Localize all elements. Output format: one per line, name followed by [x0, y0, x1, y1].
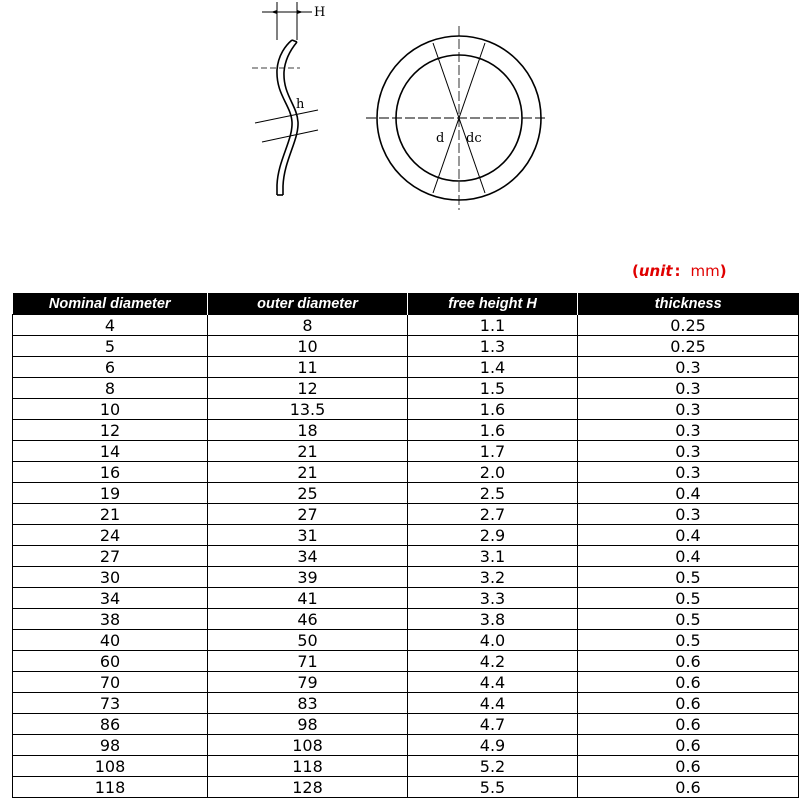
thickness-cell: 0.4 — [578, 546, 799, 567]
thickness-cell: 0.4 — [578, 525, 799, 546]
header-outer-diameter: outer diameter — [208, 293, 408, 315]
nominal-diameter-cell: 16 — [13, 462, 208, 483]
unit-open-paren: ( — [632, 262, 639, 280]
nominal-diameter-cell: 30 — [13, 567, 208, 588]
label-H: H — [314, 5, 326, 20]
table-row — [13, 462, 799, 483]
outer-diameter-cell: 21 — [208, 462, 408, 483]
nominal-diameter-cell: 14 — [13, 441, 208, 462]
table-row — [13, 336, 799, 357]
outer-diameter-cell: 13.5 — [208, 399, 408, 420]
table-header-row — [13, 293, 799, 315]
thickness-cell: 0.6 — [578, 693, 799, 714]
label-dc: dc — [466, 131, 482, 146]
wave-washer-drawing — [0, 0, 800, 240]
unit-value: mm — [690, 262, 720, 280]
free-height-cell: 4.4 — [408, 672, 578, 693]
free-height-cell: 4.7 — [408, 714, 578, 735]
nominal-diameter-cell: 24 — [13, 525, 208, 546]
table-row — [13, 378, 799, 399]
nominal-diameter-cell: 34 — [13, 588, 208, 609]
nominal-diameter-cell: 27 — [13, 546, 208, 567]
thickness-cell: 0.25 — [578, 315, 799, 336]
nominal-diameter-cell: 108 — [13, 756, 208, 777]
nominal-diameter-cell: 73 — [13, 693, 208, 714]
label-h: h — [296, 97, 305, 112]
free-height-cell: 1.1 — [408, 315, 578, 336]
unit-close-paren: ) — [719, 262, 727, 280]
thickness-cell: 0.6 — [578, 672, 799, 693]
header-nominal-diameter: Nominal diameter — [13, 293, 208, 315]
free-height-cell: 4.4 — [408, 693, 578, 714]
free-height-cell: 1.7 — [408, 441, 578, 462]
nominal-diameter-cell: 12 — [13, 420, 208, 441]
thickness-cell: 0.6 — [578, 651, 799, 672]
thickness-cell: 0.5 — [578, 630, 799, 651]
table-row — [13, 693, 799, 714]
nominal-diameter-cell: 10 — [13, 399, 208, 420]
nominal-diameter-cell: 19 — [13, 483, 208, 504]
outer-diameter-cell: 27 — [208, 504, 408, 525]
outer-diameter-cell: 128 — [208, 777, 408, 798]
table-row — [13, 588, 799, 609]
thickness-cell: 0.3 — [578, 420, 799, 441]
thickness-cell: 0.6 — [578, 777, 799, 798]
spec-table — [12, 293, 799, 798]
unit-word: unit — [638, 262, 673, 280]
outer-diameter-cell: 118 — [208, 756, 408, 777]
table-row — [13, 357, 799, 378]
free-height-cell: 3.8 — [408, 609, 578, 630]
free-height-cell: 1.6 — [408, 399, 578, 420]
table-row — [13, 567, 799, 588]
nominal-diameter-cell: 38 — [13, 609, 208, 630]
unit-note — [632, 262, 727, 280]
thickness-cell: 0.3 — [578, 399, 799, 420]
table-row — [13, 525, 799, 546]
table-row — [13, 735, 799, 756]
free-height-cell: 1.3 — [408, 336, 578, 357]
outer-diameter-cell: 39 — [208, 567, 408, 588]
outer-diameter-cell: 34 — [208, 546, 408, 567]
table-body — [13, 315, 799, 798]
free-height-cell: 3.1 — [408, 546, 578, 567]
outer-diameter-cell: 12 — [208, 378, 408, 399]
outer-diameter-cell: 31 — [208, 525, 408, 546]
label-d: d — [436, 131, 445, 146]
nominal-diameter-cell: 86 — [13, 714, 208, 735]
thickness-cell: 0.6 — [578, 756, 799, 777]
table-row — [13, 651, 799, 672]
nominal-diameter-cell: 40 — [13, 630, 208, 651]
free-height-cell: 4.2 — [408, 651, 578, 672]
table-row — [13, 777, 799, 798]
thickness-cell: 0.3 — [578, 378, 799, 399]
outer-diameter-cell: 21 — [208, 441, 408, 462]
table-row — [13, 399, 799, 420]
outer-diameter-cell: 46 — [208, 609, 408, 630]
washer-side-view — [252, 2, 318, 195]
nominal-diameter-cell: 4 — [13, 315, 208, 336]
free-height-cell: 3.3 — [408, 588, 578, 609]
thickness-cell: 0.4 — [578, 483, 799, 504]
table-row — [13, 630, 799, 651]
outer-diameter-cell: 8 — [208, 315, 408, 336]
table-row — [13, 483, 799, 504]
thickness-cell: 0.5 — [578, 609, 799, 630]
outer-diameter-cell: 18 — [208, 420, 408, 441]
free-height-cell: 4.0 — [408, 630, 578, 651]
table-row — [13, 672, 799, 693]
free-height-cell: 3.2 — [408, 567, 578, 588]
outer-diameter-cell: 25 — [208, 483, 408, 504]
thickness-cell: 0.3 — [578, 441, 799, 462]
free-height-cell: 1.4 — [408, 357, 578, 378]
nominal-diameter-cell: 6 — [13, 357, 208, 378]
free-height-cell: 1.6 — [408, 420, 578, 441]
nominal-diameter-cell: 60 — [13, 651, 208, 672]
thickness-cell: 0.5 — [578, 588, 799, 609]
table-row — [13, 546, 799, 567]
outer-diameter-cell: 41 — [208, 588, 408, 609]
thickness-cell: 0.6 — [578, 735, 799, 756]
outer-diameter-cell: 79 — [208, 672, 408, 693]
table-row — [13, 504, 799, 525]
table-row — [13, 315, 799, 336]
free-height-cell: 2.9 — [408, 525, 578, 546]
thickness-cell: 0.3 — [578, 357, 799, 378]
nominal-diameter-cell: 21 — [13, 504, 208, 525]
nominal-diameter-cell: 98 — [13, 735, 208, 756]
nominal-diameter-cell: 70 — [13, 672, 208, 693]
outer-diameter-cell: 11 — [208, 357, 408, 378]
thickness-cell: 0.6 — [578, 714, 799, 735]
free-height-cell: 2.7 — [408, 504, 578, 525]
thickness-cell: 0.3 — [578, 462, 799, 483]
free-height-cell: 4.9 — [408, 735, 578, 756]
table-row — [13, 420, 799, 441]
free-height-cell: 2.5 — [408, 483, 578, 504]
free-height-cell: 2.0 — [408, 462, 578, 483]
nominal-diameter-cell: 8 — [13, 378, 208, 399]
thickness-cell: 0.25 — [578, 336, 799, 357]
table-row — [13, 441, 799, 462]
unit-colon: : — [674, 262, 681, 280]
header-thickness: thickness — [578, 293, 799, 315]
outer-diameter-cell: 71 — [208, 651, 408, 672]
table-row — [13, 609, 799, 630]
outer-diameter-cell: 98 — [208, 714, 408, 735]
outer-diameter-cell: 10 — [208, 336, 408, 357]
free-height-cell: 5.2 — [408, 756, 578, 777]
table-row — [13, 756, 799, 777]
nominal-diameter-cell: 118 — [13, 777, 208, 798]
free-height-cell: 1.5 — [408, 378, 578, 399]
table-row — [13, 714, 799, 735]
outer-diameter-cell: 50 — [208, 630, 408, 651]
thickness-cell: 0.5 — [578, 567, 799, 588]
outer-diameter-cell: 83 — [208, 693, 408, 714]
outer-diameter-cell: 108 — [208, 735, 408, 756]
header-free-height: free height H — [408, 293, 578, 315]
washer-front-view — [366, 26, 546, 210]
nominal-diameter-cell: 5 — [13, 336, 208, 357]
free-height-cell: 5.5 — [408, 777, 578, 798]
thickness-cell: 0.3 — [578, 504, 799, 525]
